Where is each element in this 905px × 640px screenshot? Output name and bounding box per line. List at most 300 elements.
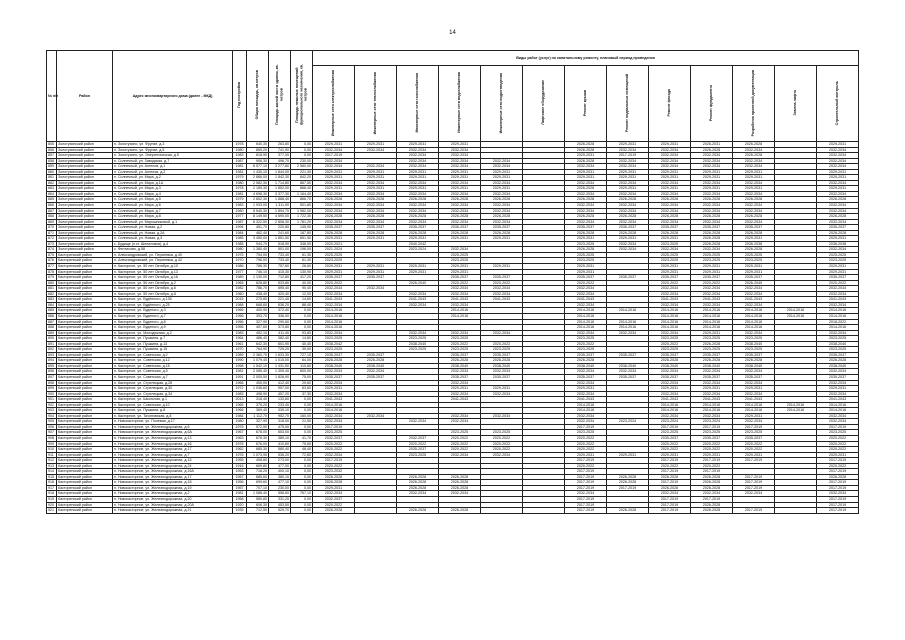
period-cell: 2017-2019 [313,424,355,430]
district-cell: Касторенский район [57,435,113,441]
period-cell: 2017-2019 [565,458,607,464]
period-cell: 2032-2034 [397,147,439,153]
area-cell: 40,40 [291,341,313,347]
period-cell: 2014-2016 [691,402,733,408]
period-cell: 2023-2025 [649,258,691,264]
period-cell: 2032-2034 [817,180,859,186]
row-number: 913 [47,463,57,469]
period-cell: 2026-2028 [313,230,355,236]
period-cell: 2017-2019 [607,485,649,491]
district-cell: Золотухинский район [57,164,113,170]
address-cell: п. Новокасторное, ул. Железнодорожная, д.17 [113,447,233,453]
row-number: 857 [47,153,57,159]
period-cell: 2023-2025 [733,430,775,436]
period-cell: 2029-2031 [733,386,775,392]
period-cell: 2032-2034 [649,491,691,497]
area-cell: 221,40 [269,297,291,303]
period-cell: 2032-2034 [691,208,733,214]
period-cell: 2032-2034 [439,208,481,214]
address-cell: с. Будище (п.ст. Шепиловка), д.4 [113,241,233,247]
row-number: 902 [47,402,57,408]
area-cell: 477,00 [269,463,291,469]
period-cell: 2032-2034 [817,302,859,308]
year-cell: 1965 [233,280,247,286]
area-cell: 377,00 [269,153,291,159]
period-cell: 2026-2028 [607,508,649,514]
period-cell: 2032-2034 [313,158,355,164]
period-cell: 2023-2025 [817,430,859,436]
period-cell: 2026-2028 [733,230,775,236]
period-cell: 2025-2025 [649,252,691,258]
period-cell: 2032-2034 [691,302,733,308]
period-cell: 2035-2037 [607,352,649,358]
year-cell: 1981 [233,369,247,375]
period-cell: 2029-2031 [481,264,523,270]
row-number: 918 [47,491,57,497]
period-cell: 2026-2028 [481,358,523,364]
period-cell: 2014-2016 [313,319,355,325]
period-cell: 2032-2034 [817,369,859,375]
period-cell: 2029-2031 [565,452,607,458]
period-cell: 2014-2016 [733,325,775,331]
period-cell: 2029-2031 [439,169,481,175]
period-cell: 2020-2022 [691,441,733,447]
area-cell: 1 088,40 [247,491,269,497]
row-number: 878 [47,269,57,275]
header-district: Район [57,51,113,142]
period-cell: 2020-2022 [313,502,355,508]
period-cell: 2029-2031 [439,142,481,148]
period-cell: 2025-2025 [313,252,355,258]
area-cell: 2 580,00 [291,164,313,170]
period-cell: 2032-2034 [565,419,607,425]
row-number: 881 [47,286,57,292]
area-cell: 407,60 [247,325,269,331]
period-cell: 2017-2019 [691,458,733,464]
address-cell: п. Новокасторное, ул. Полевая, д.17 [113,419,233,425]
period-cell: 2035-2037 [565,374,607,380]
district-cell: Золотухинский район [57,186,113,192]
period-cell: 2032-2034 [607,191,649,197]
period-cell: 2020-2022 [439,447,481,453]
period-cell: 2023-2025 [691,336,733,342]
area-cell: 725,20 [269,347,291,353]
area-cell: 14,80 [291,336,313,342]
period-cell: 2032-2034 [355,286,397,292]
period-cell: 2032-2034 [355,219,397,225]
row-number: 868 [47,214,57,220]
period-cell: 2014-2016 [607,319,649,325]
year-cell: 1983 [233,391,247,397]
address-cell: п. Новокасторное, ул. Железнодорожная, д.16А [113,469,233,475]
period-cell: 2029-2031 [313,386,355,392]
period-cell: 2023-2025 [481,347,523,353]
period-cell: 2029-2031 [481,236,523,242]
period-cell: 2020-2022 [691,447,733,453]
address-cell: п. Касторное, ул. Советская, д.10 [113,402,233,408]
period-cell: 2029-2031 [691,269,733,275]
period-cell: 2032-2034 [691,380,733,386]
district-cell: Касторенский район [57,502,113,508]
period-cell: 2032-2034 [607,203,649,209]
period-cell: 2032-2034 [649,208,691,214]
period-cell: 2029-2031 [691,330,733,336]
district-cell: Касторенский район [57,352,113,358]
address-cell: п. Золотухино, ул. Энергетическая, д.5 [113,153,233,159]
district-cell: Касторенский район [57,402,113,408]
area-cell: 88,40 [291,302,313,308]
address-cell: п. Новокасторное, ул. Железнодорожная, д.6 [113,424,233,430]
period-cell: 2023-2024 [607,419,649,425]
period-cell: 2014-2016 [313,408,355,414]
area-cell: 5 940,30 [247,208,269,214]
period-cell: 2032-2034 [397,208,439,214]
district-cell: Касторенский район [57,408,113,414]
area-cell: 796,00 [247,258,269,264]
period-cell: 2014-2016 [691,325,733,331]
period-cell: 2026-2028 [607,230,649,236]
district-cell: Золотухинский район [57,153,113,159]
area-cell: 1 844,00 [269,169,291,175]
district-cell: Касторенский район [57,380,113,386]
period-cell: 2032-2034 [397,153,439,159]
period-cell: 2017-2019 [649,508,691,514]
period-cell: 2032-2034 [649,286,691,292]
year-cell: 1962 [233,447,247,453]
period-cell: 2029-2031 [649,175,691,181]
period-cell: 2032-2034 [313,452,355,458]
year-cell: 1965 [233,402,247,408]
address-cell: п. Новокасторное, ул. Железнодорожная, д.20 [113,497,233,503]
header-work-7: Ремонт подвальных помещений [607,66,649,142]
period-cell: 2041-2043 [817,397,859,403]
period-cell: 2032-2034 [397,330,439,336]
period-cell: 2032-2034 [439,369,481,375]
period-cell: 2023-2025 [439,430,481,436]
district-cell: Касторенский район [57,474,113,480]
area-cell: 230,00 [291,158,313,164]
period-cell: 2023-2025 [649,241,691,247]
row-number: 873 [47,241,57,247]
period-cell: 2032-2034 [439,491,481,497]
district-cell: Золотухинский район [57,225,113,231]
period-cell: 2032-2034 [607,180,649,186]
period-cell: 2026-2028 [397,230,439,236]
district-cell: Касторенский район [57,413,113,419]
row-number: 866 [47,203,57,209]
area-cell: 536,20 [269,452,291,458]
year-cell: 1983 [233,330,247,336]
area-cell: 417,20 [291,275,313,281]
period-cell: 2020-2022 [817,280,859,286]
period-cell: 2029-2031 [565,175,607,181]
period-cell: 2029-2031 [397,142,439,148]
period-cell: 2032-2034 [439,380,481,386]
period-cell: 2032-2034 [313,302,355,308]
period-cell: 2017-2019 [733,480,775,486]
period-cell: 2026-2028 [691,485,733,491]
area-cell: 572,90 [247,424,269,430]
area-cell: 957,00 [269,386,291,392]
period-cell: 2032-2034 [817,203,859,209]
period-cell: 2026-2028 [439,474,481,480]
period-cell: 2026-2028 [355,214,397,220]
period-cell: 2035-2037 [691,435,733,441]
area-cell: 410,60 [269,441,291,447]
page-number: 14 [449,30,456,36]
row-number: 889 [47,330,57,336]
period-cell: 2032-2034 [817,208,859,214]
area-cell: 695,40 [269,286,291,292]
district-cell: Касторенский район [57,275,113,281]
year-cell: 1998 [233,363,247,369]
period-cell: 2032-2034 [691,158,733,164]
period-cell: 2023-2025 [691,258,733,264]
address-cell: п. Солнечный, ул. Заводская, д.7 [113,158,233,164]
year-cell: 1960 [233,291,247,297]
year-cell: 1967 [233,430,247,436]
period-cell: 2014-2016 [775,313,817,319]
header-num: № п/п [47,51,57,142]
year-cell: 1994 [233,225,247,231]
period-cell: 2035-2037 [481,275,523,281]
period-cell: 2035-2037 [565,225,607,231]
period-cell: 2023-2025 [439,347,481,353]
period-cell: 2020-2022 [565,341,607,347]
area-cell: 61,30 [291,258,313,264]
area-cell: 486,40 [247,336,269,342]
area-cell: 866,70 [291,197,313,203]
area-cell: 1 430,10 [247,169,269,175]
address-cell: п. Солнечный, ул. Мира, д.6 [113,203,233,209]
period-cell: 2032-2034 [313,369,355,375]
period-cell: 2017-2019 [817,485,859,491]
area-cell: 48,40 [291,447,313,453]
area-cell: 327,90 [247,419,269,425]
period-cell: 2026-2028 [733,214,775,220]
period-cell: 2035-2037 [481,352,523,358]
row-number: 916 [47,480,57,486]
period-cell: 2029-2031 [733,175,775,181]
period-cell: 2023-2025 [565,347,607,353]
district-cell: Касторенский район [57,291,113,297]
area-cell: 1 633,30 [269,352,291,358]
period-cell: 2025-2025 [817,252,859,258]
period-cell: 2038-2040 [607,363,649,369]
period-cell: 2026-2028 [565,158,607,164]
address-cell: п. Новокасторное, ул. Железнодорожная, д.15 [113,458,233,464]
period-cell: 2017-2019 [649,502,691,508]
area-cell: 786,70 [247,286,269,292]
period-cell: 2029-2031 [355,142,397,148]
period-cell: 2035-2037 [817,275,859,281]
period-cell: 2032-2034 [313,330,355,336]
period-cell: 2029-2031 [565,269,607,275]
address-cell: п. Новокасторное, ул. Железнодорожная, д.16 [113,441,233,447]
period-cell: 2041-2043 [439,397,481,403]
row-number: 910 [47,447,57,453]
period-cell: 2026-2028 [649,230,691,236]
row-number: 908 [47,435,57,441]
year-cell: 1980 [233,247,247,253]
area-cell: 1 073,90 [247,452,269,458]
year-cell: 1961 [233,341,247,347]
address-cell: п. Солнечный, ул. Мира, д.2 [113,175,233,181]
area-cell: 1 888,40 [269,197,291,203]
address-cell: п. Касторное, ул. Советская, д.12 [113,358,233,364]
period-cell: 2032-2034 [439,302,481,308]
period-cell: 2029-2031 [607,186,649,192]
area-cell: 275,80 [247,297,269,303]
period-cell: 2032-2034 [313,147,355,153]
area-cell: 642,30 [247,341,269,347]
area-cell: 0,00 [291,308,313,314]
period-cell: 2029-2031 [439,236,481,242]
period-cell: 2029-2031 [691,264,733,270]
district-cell: Касторенский район [57,480,113,486]
period-cell: 2032-2034 [649,164,691,170]
year-cell: 1980 [233,419,247,425]
year-cell: 1979 [233,197,247,203]
area-cell: 327,90 [247,319,269,325]
header-work-5: Лифтовое оборудование [523,66,565,142]
period-cell: 2035-2037 [733,435,775,441]
row-number: 875 [47,252,57,258]
year-cell: 1978 [233,142,247,148]
period-cell: 2029-2031 [607,169,649,175]
period-cell: 2032-2034 [733,203,775,209]
period-cell: 2023-2025 [439,336,481,342]
year-cell: 1972 [233,386,247,392]
area-cell: 1 130,00 [247,275,269,281]
period-cell: 2029-2031 [355,175,397,181]
area-cell: 1 112,70 [247,413,269,419]
row-number: 907 [47,430,57,436]
address-cell: п. Новокасторное, ул. Железнодорожная, д.2 [113,491,233,497]
area-cell: 477,10 [269,480,291,486]
period-cell: 2029-2031 [817,169,859,175]
area-cell: 28,60 [291,264,313,270]
period-cell: 2020-2022 [691,463,733,469]
row-number: 892 [47,347,57,353]
period-cell: 2023-2025 [817,258,859,264]
period-cell: 2029-2031 [565,153,607,159]
period-cell: 2032-2034 [733,419,775,425]
period-cell: 2026-2028 [397,197,439,203]
period-cell: 2014-2016 [607,325,649,331]
year-cell: 1989 [233,352,247,358]
period-cell: 2032-2034 [817,413,859,419]
district-cell: Золотухинский район [57,158,113,164]
period-cell: 2035-2037 [313,352,355,358]
area-cell: 496,70 [269,158,291,164]
address-cell: с. Фентисово, д.58 [113,247,233,253]
period-cell: 2029-2031 [397,269,439,275]
period-cell: 2032-2034 [439,153,481,159]
period-cell: 2032-2034 [355,180,397,186]
district-cell: Касторенский район [57,325,113,331]
period-cell: 2032-2034 [691,191,733,197]
area-cell: 160,00 [291,413,313,419]
period-cell: 2032-2034 [439,147,481,153]
district-cell: Касторенский район [57,424,113,430]
area-cell: 1 311,90 [269,203,291,209]
period-cell: 2026-2028 [355,230,397,236]
period-cell: 2032-2034 [355,164,397,170]
period-cell: 2026-2028 [691,214,733,220]
year-cell: 1985 [233,241,247,247]
area-cell: 764,90 [247,347,269,353]
period-cell: 2026-2028 [397,485,439,491]
period-cell: 2020-2022 [649,280,691,286]
area-cell: 39,00 [291,347,313,353]
period-cell: 2014-2016 [313,402,355,408]
period-cell: 2029-2031 [817,386,859,392]
district-cell: Касторенский район [57,280,113,286]
period-cell: 2041-2043 [691,297,733,303]
period-cell: 2029-2031 [355,264,397,270]
year-cell: 1955 [233,458,247,464]
row-number: 919 [47,497,57,503]
area-cell: 380,10 [269,474,291,480]
period-cell: 2020-2022 [313,441,355,447]
period-cell: 2026-2028 [439,197,481,203]
period-cell: 2026-2040 [733,280,775,286]
period-cell: 2029-2031 [607,452,649,458]
year-cell: 1956 [233,313,247,319]
period-cell: 2032-2034 [691,491,733,497]
period-cell: 2029-2031 [439,186,481,192]
period-cell: 2020-2022 [817,441,859,447]
district-cell: Золотухинский район [57,191,113,197]
period-cell: 2020-2022 [313,447,355,453]
area-cell: 415,30 [269,269,291,275]
row-number: 874 [47,247,57,253]
period-cell: 2020-2022 [397,441,439,447]
period-cell: 2026-2028 [733,247,775,253]
period-cell: 2023-2025 [565,336,607,342]
period-cell: 2041-2043 [817,297,859,303]
area-cell: 72,80 [291,452,313,458]
period-cell: 2041-2043 [649,397,691,403]
period-cell: 2032-2034 [817,419,859,425]
period-cell: 2029-2031 [481,175,523,181]
period-cell: 2026-2028 [817,197,859,203]
period-cell: 2038-2040 [397,341,439,347]
area-cell: 628,80 [247,280,269,286]
period-cell: 2040-2042 [397,241,439,247]
address-cell: п. Золотухино, ул. Фрунзе, д.5 [113,147,233,153]
area-cell: 75,00 [291,374,313,380]
period-cell: 2014-2016 [649,319,691,325]
row-number: 876 [47,258,57,264]
period-cell: 2038-2040 [565,363,607,369]
period-cell: 2032-2034 [733,302,775,308]
year-cell: 1975 [233,252,247,258]
period-cell: 2032-2034 [397,219,439,225]
address-cell: п. Солнечный, ул. Ангелов, д.1 [113,164,233,170]
area-cell: 501,80 [291,203,313,209]
area-cell: 1 982,00 [291,208,313,214]
period-cell: 2032-2034 [397,203,439,209]
period-cell: 2014-2016 [733,408,775,414]
row-number: 900 [47,391,57,397]
year-cell: 1956 [233,480,247,486]
address-cell: п. Касторное, ул. Буденого, д.3 [113,308,233,314]
period-cell: 2026-2028 [313,358,355,364]
year-cell: 1980 [233,208,247,214]
period-cell: 2029-2031 [649,452,691,458]
